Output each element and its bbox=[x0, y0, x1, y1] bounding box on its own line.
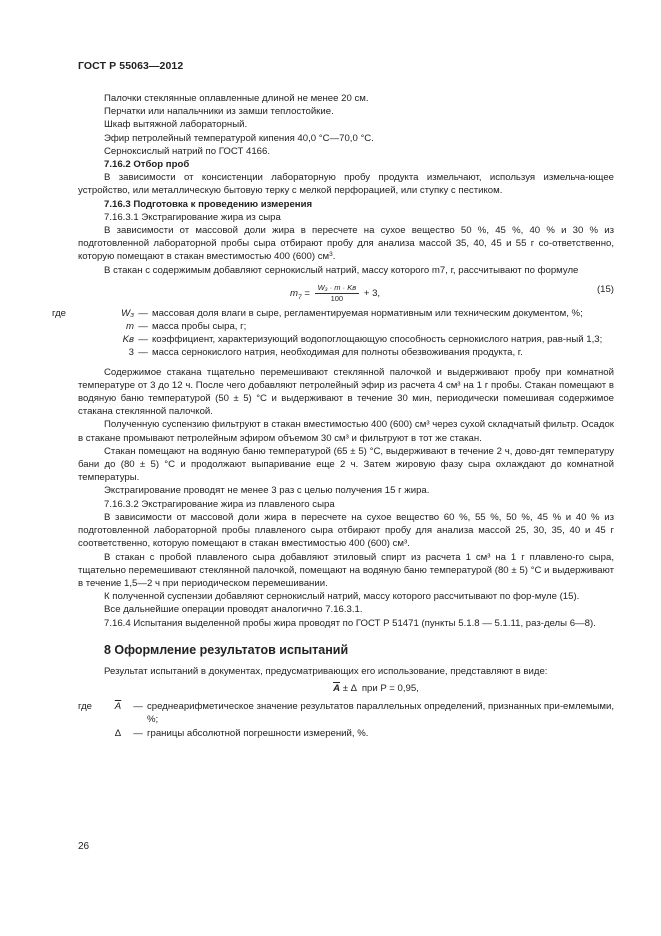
paragraph: 7.16.4 Испытания выделенной пробы жира проводят по ГОСТ Р 51471 (пункты 5.1.8 — 5.1.11, раз-делы 6—8). bbox=[104, 617, 596, 629]
document-header: ГОСТ Р 55063—2012 bbox=[78, 60, 184, 72]
list-item: Палочки стеклянные оплавленные длиной не менее 20 см. bbox=[104, 93, 369, 104]
paragraph: Результат испытаний в документах, предусматривающих его использование, представляют в виде: bbox=[104, 665, 548, 677]
paragraph: Все дальнейшие операции проводят аналогично 7.16.3.1. bbox=[104, 604, 363, 616]
paragraph: В зависимости от массовой доли жира в пересчете на сухое вещество 50 %, 45 %, 40 % и 30 % из подготовленной лабораторной пробы сыра отбирают пробу для анализа массой 35, 40, 45 и 55 г со-ответственно, которую помещают в стакан вместимостью 400 (600) $см^3$. bbox=[78, 225, 614, 263]
paragraph: В стакан с пробой плавленого сыра добавляют этиловый спирт из расчета 1 см³ на 1 г плавлено-го сыра, тщательно перемешивают стеклянной палочкой, помещают на водяную баню температурой (80 ± 5) °С и выдерживают в течение 1,5—2 ч при периодическом перемешивании. bbox=[78, 551, 614, 589]
section-title-8: 8 Оформление результатов испытаний bbox=[104, 642, 349, 657]
paragraph: Содержимое стакана тщательно перемешивают стеклянной палочкой и выдерживают пробу при комнатной температуре от 3 до 12 ч. После чего добавляют петролейный эфир из расчета 4 см³ на 1 г пробы. Стакан помещают в водяную баню температурой (50 ± 5) °С и выдерживают в течение 30 мин, периодически помешивая содержимое стакана стеклянной палочкой. bbox=[78, 366, 614, 418]
paragraph: Полученную суспензию фильтруют в стакан вместимостью 400 (600) см³ через сухой складчатый фильтр. Осадок в стакане промывают петролейным эфиром объемом 30 см³ и фильтруют в тот же стакан. bbox=[78, 419, 614, 444]
paragraph: В стакан с содержимым добавляют сернокислый натрий, массу которого m7, г, рассчитывают по формуле bbox=[104, 264, 579, 276]
list-item: Эфир петролейный температурой кипения 40,0 °С—70,0 °С. bbox=[104, 132, 374, 144]
paragraph: Экстрагирование проводят не менее 3 раз с целью получения 15 г жира. bbox=[104, 485, 430, 497]
subsubsection-title-71631: 7.16.3.1 Экстрагирование жира из сыра bbox=[104, 211, 281, 223]
variable-legend-result: где $\overline{A}$ — среднеарифметическое значение результатов параллельных определений, признанных при-емлемыми, %; Δ — границы абсолютной погрешности измерений, %. bbox=[78, 701, 614, 739]
paragraph: Стакан помещают на водяную баню температурой (65 ± 5) °С, выдерживают в течение 2 ч, дово-дят температуру бани до (80 ± 5) °С и продолжают выпаривание еще 2 ч. Затем жировую фазу сыра охлаждают до комнатной температуры. bbox=[78, 445, 614, 484]
formula-fraction: $\frac{\text{W₃ · m · Kв}}{100}$ bbox=[315, 283, 360, 304]
list-item: Шкаф вытяжной лабораторный. bbox=[104, 119, 248, 131]
paragraph: В зависимости от консистенции лабораторную пробу продукта измельчают, используя измельча-ющее устройство, или металлическую бытовую терку с мелкой перфорацией, или ступку с пестиком. bbox=[78, 172, 614, 197]
subsection-title-7162: 7.16.2 Отбор проб bbox=[104, 159, 190, 171]
formula-15: $m_7$ = $\frac{\text{W₃ · m · Kв}}{100}$ + 3, (15) bbox=[290, 282, 614, 303]
list-item: Перчатки или напальчники из замши теплостойкие. bbox=[104, 106, 334, 118]
document-body bbox=[52, 92, 614, 740]
list-item: Серноксислый натрий по ГОСТ 4166. bbox=[104, 145, 271, 157]
paragraph: В зависимости от массовой доли жира в пересчете на сухое вещество 60 %, 55 %, 50 %, 45 % и 40 % из подготовленной лабораторной пробы плавленого сыра отбирают пробу для анализа массой 25, 30, 35, 40 и 45 г соответственно, которую помещают в стакан вместимостью 400 (600) см³. bbox=[78, 511, 614, 550]
subsubsection-title-71632: 7.16.3.2 Экстрагирование жира из плавленого сыра bbox=[104, 498, 335, 510]
variable-legend-15: где W₃ — массовая доля влаги в сыре, регламентируемая нормативным или техническим документом, %; m — масса пробы сыра, г; Kв — коэффициент, характеризующий водопоглощающую способность сернокислого натрия, рав-ный 1,3; 3 — масса сернокислого натрия, необходимая для полноты обезвоживания продукта, г. bbox=[52, 307, 603, 359]
page-number: 26 bbox=[78, 841, 90, 852]
paragraph: К полученной суспензии добавляют сернокислый натрий, массу которого рассчитывают по фор-муле (15). bbox=[104, 591, 580, 603]
result-formula: $\overline{A} \pm \Delta$ при P = 0,95, bbox=[333, 683, 419, 695]
equation-number: (15) bbox=[596, 283, 614, 295]
subsection-title-7163: 7.16.3 Подготовка к проведению измерения bbox=[104, 198, 313, 210]
